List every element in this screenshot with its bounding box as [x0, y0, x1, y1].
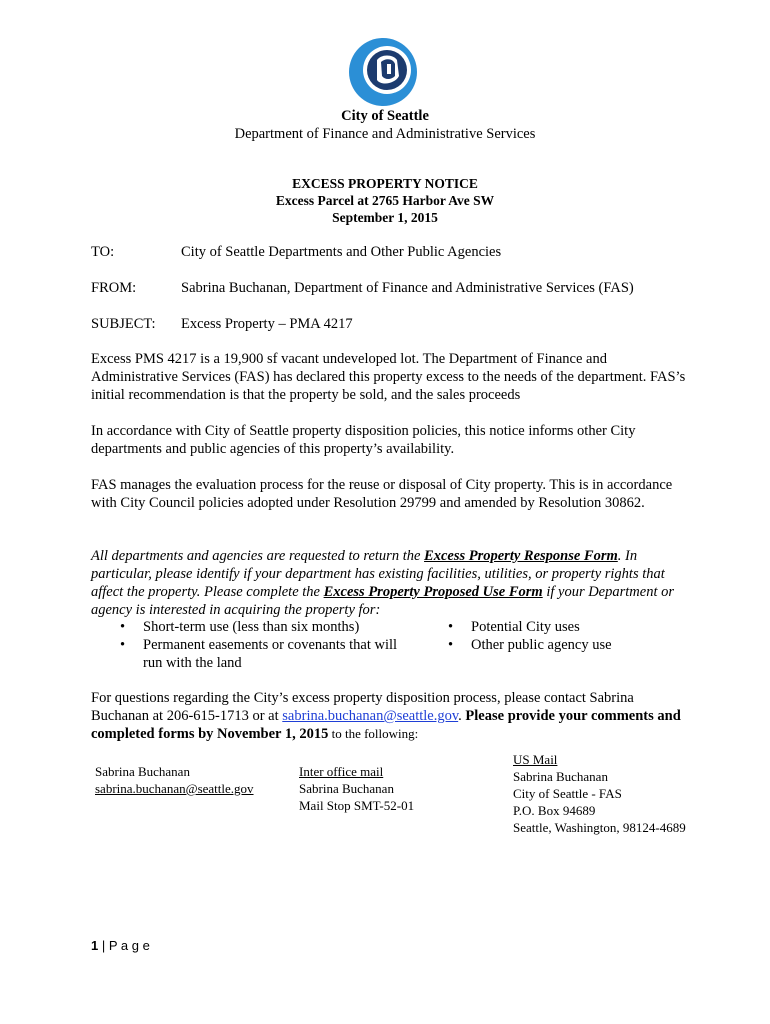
paragraph-4 — [91, 547, 691, 619]
p5-text-a: For questions regarding the City’s excess property disposition process, please contact Sabrina Buchanan at 206-615-1713 or at — [91, 690, 634, 724]
contact-email-block — [95, 763, 254, 797]
p4-text-c: if your Department or agency is interested in acquiring the property for: — [91, 584, 674, 618]
page-separator: | — [98, 938, 109, 953]
interoffice-name: Sabrina Buchanan — [299, 781, 394, 796]
notice-date: September 1, 2015 — [332, 210, 438, 225]
usmail-box: P.O. Box 94689 — [513, 803, 596, 818]
usmail-org: City of Seattle - FAS — [513, 786, 622, 801]
usmail-heading: US Mail — [513, 752, 558, 767]
response-form-link[interactable]: Excess Property Response Form — [424, 548, 618, 564]
city-name: City of Seattle — [341, 108, 429, 124]
notice-parcel: Excess Parcel at 2765 Harbor Ave SW — [275, 193, 495, 208]
paragraph-1: Excess PMS 4217 is a 19,900 sf vacant undeveloped lot. The Department of Finance and Administrative Services (FAS) has declared this property excess to the needs of the department. FAS’s initial recommendation is that the property be sold, and the sales proceeds — [91, 351, 686, 403]
bullet-item: • Permanent easements or covenants that will run with the land — [117, 636, 417, 672]
paragraph-3: FAS manages the evaluation process for the reuse or disposal of City property. This is in accordance with City Council policies adopted under Resolution 29799 and amended by Resolution 30862. — [91, 477, 673, 511]
memo-from — [91, 280, 634, 297]
page-label: P a g e — [108, 938, 150, 953]
bullet-list-right — [445, 618, 665, 654]
p5-text-c: to the following: — [328, 726, 419, 741]
paragraph-5 — [91, 689, 691, 743]
memo-to-label: TO: — [91, 244, 115, 260]
page-footer — [91, 938, 150, 953]
bullet-item: • Short-term use (less than six months) — [117, 618, 417, 636]
contact-email-link[interactable]: sabrina.buchanan@seattle.gov — [282, 708, 459, 724]
page-number: 1 — [91, 938, 99, 953]
notice-title: EXCESS PROPERTY NOTICE — [292, 176, 478, 191]
memo-subject-value: Excess Property – PMA 4217 — [181, 316, 353, 332]
p5-text-b: . — [458, 708, 466, 724]
memo-to-value: City of Seattle Departments and Other Public Agencies — [181, 244, 502, 260]
city-seal-logo — [347, 36, 419, 108]
bullet-list-left — [117, 618, 417, 672]
interoffice-heading: Inter office mail — [299, 764, 384, 779]
usmail-city: Seattle, Washington, 98124-4689 — [513, 820, 686, 835]
department-name: Department of Finance and Administrative Services — [234, 126, 536, 142]
contact-name: Sabrina Buchanan — [95, 764, 190, 779]
p4-text-b: . In particular, please identify if your department has existing facilities, utilities, or property rights that affect the property. Please complete the — [91, 548, 665, 600]
memo-from-value: Sabrina Buchanan, Department of Finance and Administrative Services (FAS) — [181, 280, 634, 296]
interoffice-stop: Mail Stop SMT-52-01 — [299, 798, 415, 813]
usmail-name: Sabrina Buchanan — [513, 769, 608, 784]
p4-text-a: All departments and agencies are requested to return the — [91, 548, 425, 564]
paragraph-2: In accordance with City of Seattle property disposition policies, this notice informs other City departments and public agencies of this property’s availability. — [91, 423, 636, 457]
contact-usmail-block — [513, 751, 686, 836]
proposed-use-form-link[interactable]: Excess Property Proposed Use Form — [323, 584, 543, 600]
memo-subject-label: SUBJECT: — [91, 316, 156, 332]
contact-email-address[interactable]: sabrina.buchanan@seattle.gov — [95, 781, 254, 796]
memo-subject — [91, 316, 353, 333]
p5-deadline: Please provide your comments and completed forms by November 1, 2015 — [91, 708, 681, 742]
memo-to — [91, 244, 501, 261]
bullet-item: • Other public agency use — [445, 636, 665, 654]
contact-interoffice-block — [299, 763, 414, 814]
bullet-item: • Potential City uses — [445, 618, 665, 636]
memo-from-label: FROM: — [91, 280, 137, 296]
